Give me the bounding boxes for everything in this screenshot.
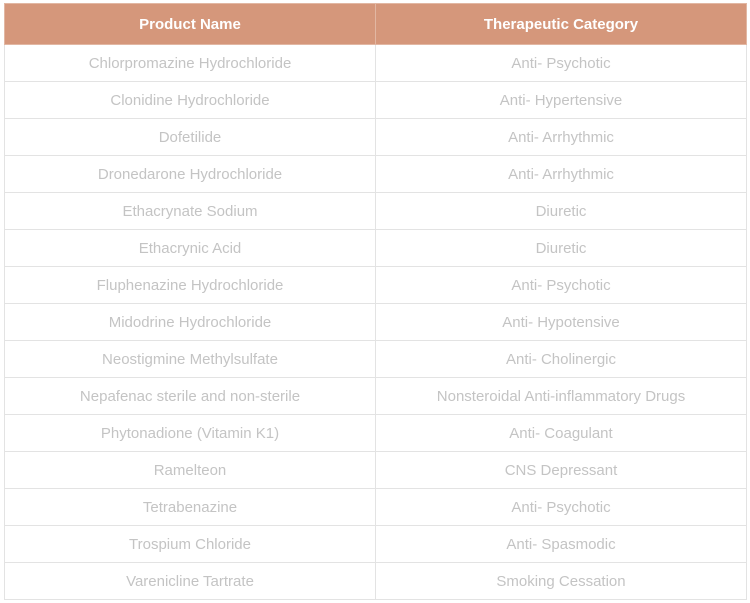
table-row bbox=[5, 267, 747, 304]
table-row bbox=[5, 489, 747, 526]
therapeutic-category-cell: Anti- Spasmodic bbox=[376, 526, 747, 563]
therapeutic-category-cell: Anti- Psychotic bbox=[376, 267, 747, 304]
product-table bbox=[4, 3, 747, 600]
product-name-cell: Chlorpromazine Hydrochloride bbox=[5, 45, 376, 82]
table-row bbox=[5, 193, 747, 230]
product-name-cell: Neostigmine Methylsulfate bbox=[5, 341, 376, 378]
therapeutic-category-cell: Anti- Coagulant bbox=[376, 415, 747, 452]
product-name-cell: Ramelteon bbox=[5, 452, 376, 489]
therapeutic-category-cell: Nonsteroidal Anti-inflammatory Drugs bbox=[376, 378, 747, 415]
product-name-cell: Tetrabenazine bbox=[5, 489, 376, 526]
therapeutic-category-cell: Anti- Hypertensive bbox=[376, 82, 747, 119]
product-name-cell: Varenicline Tartrate bbox=[5, 563, 376, 600]
therapeutic-category-cell: CNS Depressant bbox=[376, 452, 747, 489]
table-row bbox=[5, 563, 747, 600]
therapeutic-category-cell: Anti- Hypotensive bbox=[376, 304, 747, 341]
table-row bbox=[5, 119, 747, 156]
therapeutic-category-cell: Anti- Psychotic bbox=[376, 489, 747, 526]
therapeutic-category-cell: Smoking Cessation bbox=[376, 563, 747, 600]
table-row bbox=[5, 526, 747, 563]
product-name-cell: Phytonadione (Vitamin K1) bbox=[5, 415, 376, 452]
table-row bbox=[5, 82, 747, 119]
table-body bbox=[5, 45, 747, 600]
product-name-cell: Ethacrynate Sodium bbox=[5, 193, 376, 230]
product-name-cell: Midodrine Hydrochloride bbox=[5, 304, 376, 341]
product-table-container bbox=[4, 3, 746, 600]
table-row bbox=[5, 230, 747, 267]
table-row bbox=[5, 452, 747, 489]
table-row bbox=[5, 378, 747, 415]
therapeutic-category-cell: Anti- Psychotic bbox=[376, 45, 747, 82]
product-name-cell: Nepafenac sterile and non-sterile bbox=[5, 378, 376, 415]
product-name-cell: Clonidine Hydrochloride bbox=[5, 82, 376, 119]
header-therapeutic-category: Therapeutic Category bbox=[376, 4, 747, 45]
product-name-cell: Dofetilide bbox=[5, 119, 376, 156]
table-row bbox=[5, 45, 747, 82]
table-row bbox=[5, 304, 747, 341]
therapeutic-category-cell: Diuretic bbox=[376, 230, 747, 267]
table-row bbox=[5, 156, 747, 193]
therapeutic-category-cell: Anti- Cholinergic bbox=[376, 341, 747, 378]
header-product-name: Product Name bbox=[5, 4, 376, 45]
therapeutic-category-cell: Anti- Arrhythmic bbox=[376, 156, 747, 193]
table-row bbox=[5, 341, 747, 378]
product-name-cell: Ethacrynic Acid bbox=[5, 230, 376, 267]
table-row bbox=[5, 415, 747, 452]
therapeutic-category-cell: Diuretic bbox=[376, 193, 747, 230]
table-header bbox=[5, 4, 747, 45]
product-name-cell: Trospium Chloride bbox=[5, 526, 376, 563]
therapeutic-category-cell: Anti- Arrhythmic bbox=[376, 119, 747, 156]
product-name-cell: Fluphenazine Hydrochloride bbox=[5, 267, 376, 304]
header-row bbox=[5, 4, 747, 45]
product-name-cell: Dronedarone Hydrochloride bbox=[5, 156, 376, 193]
